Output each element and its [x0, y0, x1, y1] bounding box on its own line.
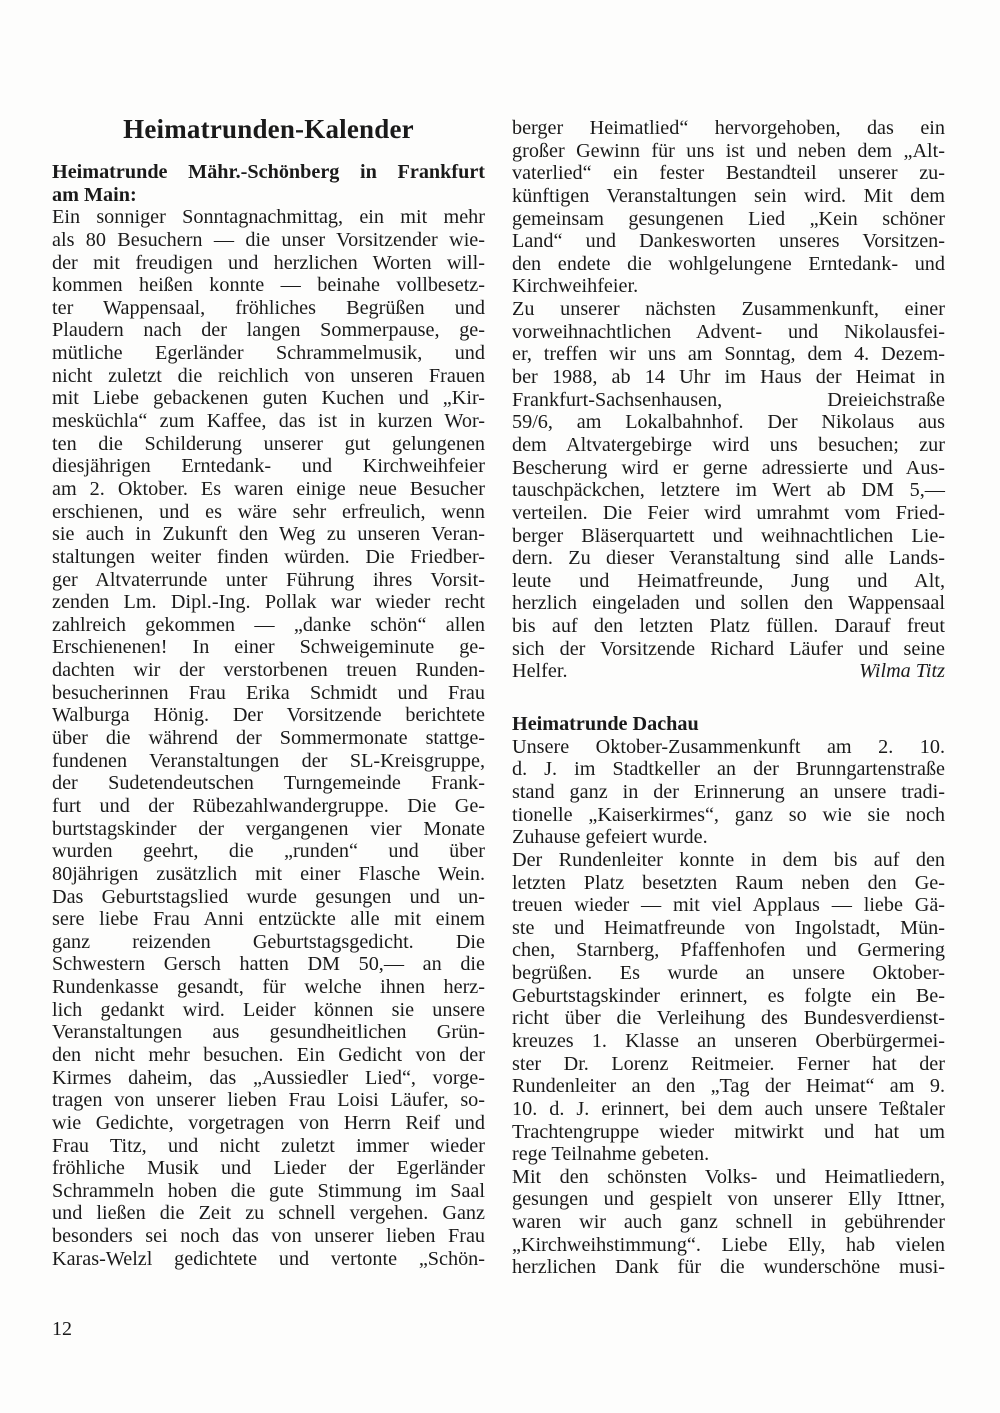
text-line: furt und der Rübezahlwandergruppe. Die Ge- — [52, 794, 485, 817]
closing-word: Helfer. — [512, 660, 568, 683]
page-number: 12 — [52, 1318, 72, 1340]
text-line: über die während der Sommermonate stattge- — [52, 727, 485, 750]
text-line: zahlreich gekommen — „danke schön“ allen — [52, 613, 485, 636]
text-line: Land“ und Dankesworten unseres Vorsitzen- — [512, 230, 945, 253]
text-line: diesjährigen Erntedank- und Kirchweihfeier — [52, 455, 485, 478]
text-line: besucherinnen Frau Erika Schmidt und Frau — [52, 681, 485, 704]
text-line: staltungen weiter finden würden. Die Friedber- — [52, 545, 485, 568]
text-line: nicht zuletzt die reichlich von unseren Frauen — [52, 364, 485, 387]
text-line: ber 1988, ab 14 Uhr im Haus der Heimat in — [512, 366, 945, 389]
text-line: letzten Platz besetzten Raum neben den Ge- — [512, 871, 945, 894]
text-line: vorweihnachtlichen Advent- und Nikolausfei- — [512, 320, 945, 343]
signoff-line — [512, 660, 945, 683]
text-line: gesungen und gespielt von unserer Elly Ittner, — [512, 1188, 945, 1211]
text-line: sere liebe Frau Anni entzückte alle mit einem — [52, 908, 485, 931]
text-line: d. J. im Stadtkeller an der Brunngartenstraße — [512, 758, 945, 781]
text-line: burtstagskinder der vergangenen vier Monate — [52, 817, 485, 840]
text-line: ger Altvaterrunde unter Führung ihres Vorsit- — [52, 568, 485, 591]
text-line: waren wir auch ganz schnell in gebührender — [512, 1211, 945, 1234]
text-line: mesküchla“ zum Kaffee, das ist in kurzen Wor- — [52, 410, 485, 433]
text-line: wie Gedichte, vorgetragen von Herrn Reif und — [52, 1111, 485, 1134]
text-line: 59/6, am Lokalbahnhof. Der Nikolaus aus — [512, 411, 945, 434]
text-line: den nicht mehr besuchen. Ein Gedicht von der — [52, 1043, 485, 1066]
right-column — [512, 117, 945, 1279]
text-line: erschienen, und es wäre sehr erfreulich, wenn — [52, 500, 485, 523]
text-line: Der Rundenleiter konnte in dem bis auf den — [512, 848, 945, 871]
text-line: Erschienenen! In einer Schweigeminute ge- — [52, 636, 485, 659]
text-line: und ließen die Zeit zu schnell vergehen. Ganz — [52, 1202, 485, 1225]
text-line: Zuhause gefeiert wurde. — [512, 826, 708, 849]
text-line: Kirmes daheim, das „Aussiedler Lied“, vorge- — [52, 1066, 485, 1089]
text-line: kreuzes 1. Klasse an unseren Oberbürgermei- — [512, 1030, 945, 1052]
text-line: berger Heimatlied“ hervorgehoben, das ein — [512, 117, 945, 139]
text-line: ster Dr. Lorenz Reitmeier. Ferner hat der — [512, 1052, 945, 1075]
text-line: der Sudetendeutschen Turngemeinde Frank- — [52, 772, 485, 795]
text-line: fröhliche Musik und Lieder der Egerländer — [52, 1157, 485, 1180]
text-line: berger Bläserquartett und weihnachtlichen Lie- — [512, 524, 945, 547]
text-line: Rundenleiter an den „Tag der Heimat“ am 9. — [512, 1075, 945, 1098]
text-line: tauschpäckchen, letztere im Wert ab DM 5,— — [512, 479, 945, 502]
text-line: fundenen Veranstaltungen der SL-Kreisgruppe, — [52, 749, 485, 772]
text-line: richt über die Verleihung des Bundesverdienst- — [512, 1007, 945, 1030]
article-body-left — [52, 206, 485, 1270]
text-line: ganz reizenden Geburtstagsgedicht. Die — [52, 930, 485, 953]
text-line: der mit freudigen und herzlichen Worten will- — [52, 251, 485, 274]
page-title: Heimatrunden-Kalender — [123, 114, 414, 144]
text-line: Frau Titz, und nicht zuletzt immer wieder — [52, 1134, 485, 1157]
text-line: lich gedankt wird. Leider können sie unsere — [52, 998, 485, 1021]
text-line: herzlichen Dank für die wunderschöne musi- — [512, 1256, 945, 1279]
text-line: Karas-Welzl gedichtete und vertonte „Schön- — [52, 1247, 485, 1270]
text-line: wurden geehrt, die „runden“ und über — [52, 840, 485, 863]
text-line: tionelle „Kaiserkirmes“, ganz so wie sie noch — [512, 803, 945, 826]
text-line: begrüßen. Es wurde an unsere Oktober- — [512, 962, 945, 985]
text-line: zenden Lm. Dipl.-Ing. Pollak war wieder recht — [52, 591, 485, 614]
text-line: er, treffen wir uns am Sonntag, dem 4. Dezem- — [512, 343, 945, 366]
text-line: künftigen Veranstaltungen sein wird. Mit dem — [512, 184, 945, 207]
text-line: leute und Heimatfreunde, Jung und Alt, — [512, 569, 945, 592]
text-line: Zu unserer nächsten Zusammenkunft, einer — [512, 298, 945, 321]
text-line: rege Teilnahme gebeten. — [512, 1143, 710, 1166]
text-line: Schwestern Gersch hatten DM 50,— an die — [52, 953, 485, 976]
text-line: verteilen. Die Feier wird umrahmt vom Fried- — [512, 501, 945, 524]
text-line: bis auf den letzten Platz füllen. Darauf freut — [512, 615, 945, 638]
text-line: gemeinsam gesungenen Lied „Kein schöner — [512, 207, 945, 230]
text-line: Rundenkasse gesandt, für welche ihnen herz- — [52, 976, 485, 999]
text-line: Geburtstagskinder erinnert, es folgte ein Be- — [512, 984, 945, 1007]
text-line: mütliche Egerländer Schrammelmusik, und — [52, 342, 485, 365]
section-heading-line: am Main: — [52, 183, 137, 206]
text-line: Ein sonniger Sonntagnachmittag, ein mit mehr — [52, 206, 485, 229]
text-line: dachten wir der verstorbenen treuen Runden- — [52, 659, 485, 682]
text-line: als 80 Besuchern — die unser Vorsitzender wie- — [52, 228, 485, 251]
section-heading-dachau: Heimatrunde Dachau — [512, 713, 699, 736]
dachau-paragraph-2 — [512, 849, 945, 1166]
left-column — [52, 112, 485, 1270]
text-line: Trachtengruppe wieder mitwirkt und hat um — [512, 1120, 945, 1143]
text-line: sie auch in Zukunft den Weg zu unseren Veran- — [52, 523, 485, 546]
text-line: treuen wieder — mit viel Applaus — liebe Gä- — [512, 894, 945, 917]
text-line: Kirchweihfeier. — [512, 275, 639, 298]
text-line: kommen heißen konnte — beinahe vollbesetz- — [52, 274, 485, 297]
text-line: den endete die wohlgelungene Erntedank- und — [512, 252, 945, 275]
dachau-paragraph-1 — [512, 736, 945, 849]
dachau-paragraph-3 — [512, 1166, 945, 1279]
section-heading-maehr-schoenberg — [52, 161, 485, 206]
text-line: Das Geburtstagslied wurde gesungen und un- — [52, 885, 485, 908]
text-line: tragen von unserer lieben Frau Loisi Läufer, so- — [52, 1089, 485, 1112]
text-line: Frankfurt-Sachsenhausen, Dreieichstraße — [512, 388, 945, 411]
article-paragraph-announcement — [512, 298, 945, 683]
article-body-right-continuation — [512, 117, 945, 298]
text-line: chen, Starnberg, Pfaffenhofen und Germering — [512, 939, 945, 962]
author-signature: Wilma Titz — [859, 660, 945, 683]
text-line: 80jährigen zusätzlich mit einer Flasche Wein. — [52, 862, 485, 885]
text-line: am 2. Oktober. Es waren einige neue Besucher — [52, 477, 485, 500]
text-line: Unsere Oktober-Zusammenkunft am 2. 10. — [512, 735, 945, 758]
text-line: „Kirchweihstimmung“. Liebe Elly, hab vielen — [512, 1233, 945, 1256]
text-line: ste und Heimatfreunde von Ingolstadt, Mün- — [512, 916, 945, 939]
text-line: Walburga Hönig. Der Vorsitzende berichtete — [52, 704, 485, 727]
text-line: dem Altvatergebirge wird uns besuchen; zur — [512, 433, 945, 456]
text-line: Veranstaltungen aus gesundheitlichen Grün- — [52, 1021, 485, 1044]
text-line: vaterlied“ ein fester Bestandteil unserer zu- — [512, 162, 945, 185]
text-line: besonders sei noch das von unserer lieben Frau — [52, 1225, 485, 1248]
text-line: Bescherung wird er gerne adressierte und Aus- — [512, 456, 945, 479]
section-divider-space — [512, 683, 945, 713]
text-line: großer Gewinn für uns ist und neben dem „Alt- — [512, 139, 945, 162]
text-line: Mit den schönsten Volks- und Heimatliedern, — [512, 1165, 945, 1188]
text-line: dern. Zu dieser Veranstaltung sind alle Lands- — [512, 547, 945, 570]
text-line: ter Wappensaal, fröhliches Begrüßen und — [52, 296, 485, 319]
text-line: stand ganz in der Erinnerung an unsere tradi- — [512, 780, 945, 803]
text-line: 10. d. J. erinnert, bei dem auch unsere Teßtaler — [512, 1097, 945, 1120]
text-line: mit Liebe gebackenen guten Kuchen und „Kir- — [52, 387, 485, 410]
text-line: Schrammeln hoben die gute Stimmung im Saal — [52, 1179, 485, 1202]
text-line: ten die Schilderung unserer gut gelungenen — [52, 432, 485, 455]
text-line: Plaudern nach der langen Sommerpause, ge- — [52, 319, 485, 342]
text-line: herzlich eingeladen und sollen den Wappensaal — [512, 592, 945, 615]
text-line: sich der Vorsitzende Richard Läufer und seine — [512, 637, 945, 660]
section-heading-line: Heimatrunde Mähr.-Schönberg in Frankfurt — [52, 161, 485, 183]
